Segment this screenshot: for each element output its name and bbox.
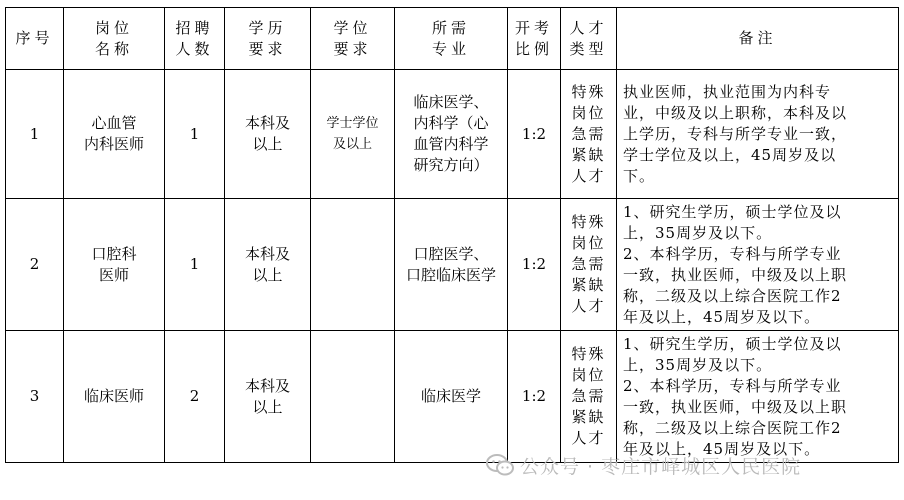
text-line: 学历 xyxy=(248,18,287,37)
cell-major xyxy=(395,331,508,463)
text-line: 名称 xyxy=(94,39,133,58)
text-line: 招聘 xyxy=(175,18,214,37)
header-talent-type xyxy=(561,8,617,70)
text-line: 内科医师 xyxy=(83,135,144,153)
text-line: 及以上 xyxy=(332,137,372,152)
cell-seq: 1 xyxy=(6,70,64,199)
text-line: 研究方向） xyxy=(413,156,489,174)
text-line: 人才 xyxy=(571,297,606,315)
text-line: 口腔科 xyxy=(91,244,137,263)
text-line: 所需 xyxy=(431,18,470,37)
table-row xyxy=(6,331,899,463)
text-line: 特殊 xyxy=(571,345,606,363)
text-line: 医师 xyxy=(98,265,129,284)
text-line: 以上 xyxy=(252,397,283,416)
text-line: 上，35周岁及以下。 xyxy=(623,355,773,374)
text-line: 临床医师 xyxy=(83,387,144,405)
header-post-name xyxy=(64,8,165,70)
text-line: 紧缺 xyxy=(571,276,606,294)
watermark-text: 公众号 · 枣庄市峄城区人民医院 xyxy=(520,455,802,478)
recruitment-table xyxy=(5,7,899,463)
cell-education xyxy=(225,70,311,199)
text-line: 本科及 xyxy=(244,244,290,263)
cell-degree xyxy=(311,70,395,199)
header-major xyxy=(395,8,508,70)
text-line: 口腔医学、 xyxy=(413,244,489,263)
cell-talent-type xyxy=(561,331,617,463)
text-line: 下。 xyxy=(623,166,656,185)
cell-remarks xyxy=(617,331,899,463)
text-line: 上，35周岁及以下。 xyxy=(623,223,773,242)
text-line: 2、本科学历，专科与所学专业 xyxy=(623,244,842,263)
text-line: 人才 xyxy=(571,166,606,185)
text-line: 急需 xyxy=(571,124,606,143)
text-line: 急需 xyxy=(571,387,606,405)
cell-count: 2 xyxy=(165,331,225,463)
text-line: 业，中级及以上职称，本科及以 xyxy=(623,103,848,122)
cell-talent-type xyxy=(561,70,617,199)
cell-ratio: 1:2 xyxy=(508,199,561,331)
text-line: 学位 xyxy=(333,18,372,37)
text-line: 临床医学、 xyxy=(413,93,489,111)
text-line: 岗位 xyxy=(571,234,606,252)
text-line: 本科及 xyxy=(244,114,290,132)
text-line: 人才 xyxy=(569,18,608,37)
text-line: 本科及 xyxy=(244,376,290,395)
cell-count: 1 xyxy=(165,199,225,331)
text-line: 年及以上，45周岁及以下。 xyxy=(623,439,821,458)
text-line: 内科学（心 xyxy=(413,114,489,132)
text-line: 2、本科学历，专科与所学专业 xyxy=(623,376,842,395)
text-line: 1、研究生学历，硕士学位及以 xyxy=(623,202,842,221)
header-education xyxy=(225,8,311,70)
cell-degree xyxy=(311,331,395,463)
text-line: 急需 xyxy=(571,255,606,273)
text-line: 比例 xyxy=(514,39,553,58)
table-row xyxy=(6,199,899,331)
cell-remarks xyxy=(617,70,899,199)
cell-post-name xyxy=(64,331,165,463)
header-remarks xyxy=(617,8,899,70)
text-line: 以上 xyxy=(252,265,283,284)
cell-talent-type xyxy=(561,199,617,331)
cell-remarks xyxy=(617,199,899,331)
text-line: 特殊 xyxy=(571,213,606,231)
cell-ratio: 1:2 xyxy=(508,331,561,463)
text-line: 上学历，专科与所学专业一致， xyxy=(623,124,848,143)
text-line: 口腔临床医学 xyxy=(405,265,496,284)
text-line: 岗位 xyxy=(571,366,606,384)
cell-post-name xyxy=(64,70,165,199)
text-line: 学士学位 xyxy=(326,116,379,131)
text-line: 紧缺 xyxy=(571,145,606,164)
text-line: 要求 xyxy=(248,39,287,58)
text-line: 岗位 xyxy=(571,103,606,122)
text-line: 以上 xyxy=(252,135,283,153)
text-line: 备注 xyxy=(738,29,777,47)
text-line: 紧缺 xyxy=(571,408,606,426)
text-line: 一致，执业医师，中级及以上职 xyxy=(623,265,848,284)
cell-ratio: 1:2 xyxy=(508,70,561,199)
text-line: 心血管 xyxy=(91,114,137,132)
cell-major xyxy=(395,199,508,331)
header-recruit-count xyxy=(165,8,225,70)
cell-degree xyxy=(311,199,395,331)
text-line: 执业医师，执业范围为内科专 xyxy=(623,82,832,101)
cell-major xyxy=(395,70,508,199)
cell-education xyxy=(225,331,311,463)
text-line: 1、研究生学历，硕士学位及以 xyxy=(623,334,842,353)
cell-count: 1 xyxy=(165,70,225,199)
text-line: 称，二级及以上综合医院工作2 xyxy=(623,418,842,437)
text-line: 序号 xyxy=(15,29,54,47)
watermark xyxy=(486,452,801,478)
text-line: 岗位 xyxy=(94,18,133,37)
text-line: 开考 xyxy=(514,18,553,37)
header-degree xyxy=(311,8,395,70)
text-line: 血管内科学 xyxy=(413,135,489,153)
text-line: 称，二级及以上综合医院工作2 xyxy=(623,286,842,305)
text-line: 人才 xyxy=(571,429,606,447)
cell-seq: 2 xyxy=(6,199,64,331)
text-line: 人数 xyxy=(175,39,214,58)
header-seq xyxy=(6,8,64,70)
cell-education xyxy=(225,199,311,331)
text-line: 一致，执业医师，中级及以上职 xyxy=(623,397,848,416)
text-line: 年及以上，45周岁及以下。 xyxy=(623,307,821,326)
text-line: 要求 xyxy=(333,39,372,58)
text-line: 学士学位及以上，45周岁及以 xyxy=(623,145,837,164)
table-row xyxy=(6,70,899,199)
header-exam-ratio xyxy=(508,8,561,70)
header-row xyxy=(6,8,899,70)
text-line: 临床医学 xyxy=(420,387,481,405)
text-line: 类型 xyxy=(569,39,608,58)
text-line: 特殊 xyxy=(571,82,606,101)
cell-seq: 3 xyxy=(6,331,64,463)
wechat-official-account-icon xyxy=(486,454,514,476)
cell-post-name xyxy=(64,199,165,331)
text-line: 专业 xyxy=(431,39,470,58)
